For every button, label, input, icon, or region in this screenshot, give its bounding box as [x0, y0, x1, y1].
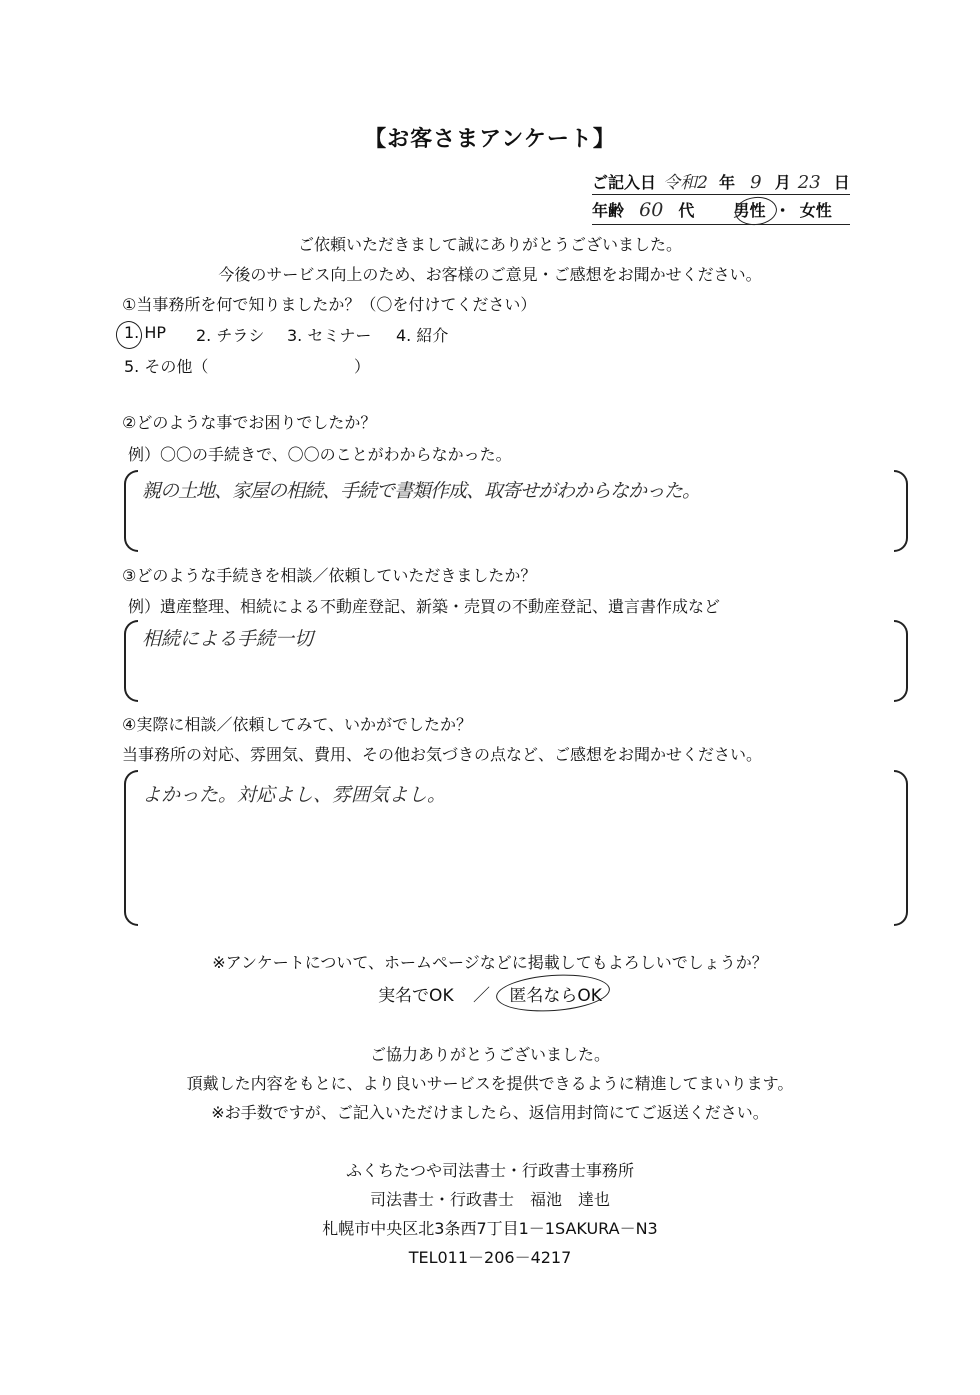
year-label: 年	[719, 173, 736, 192]
q4-answer-bracket-left	[124, 770, 138, 926]
q4-answer: よかった。対応よし、雰囲気よし。	[142, 784, 447, 806]
q1-option-hp: 1. HP	[124, 323, 167, 342]
month-value: 9	[750, 172, 762, 193]
q3-answer-bracket-right	[894, 620, 908, 702]
gender-female: 女性	[799, 201, 832, 220]
q1-option-flyer: 2. チラシ	[196, 326, 265, 345]
office-address: 札幌市中央区北3条西7丁目1－1SAKURA－N3	[322, 1219, 658, 1238]
age-suffix: 代	[678, 201, 695, 220]
age-label: 年齢	[592, 201, 625, 220]
q2-answer: 親の土地、家屋の相続、手続で書類作成、取寄せがわからなかった。	[142, 480, 701, 502]
q3-answer: 相続による手続一切	[142, 628, 314, 650]
q4-answer-bracket-right	[894, 770, 908, 926]
q1-option-seminar: 3. セミナー	[287, 326, 372, 345]
q2-question: ②どのような事でお困りでしたか？	[122, 413, 377, 432]
office-person: 司法書士・行政書士 福池 達也	[369, 1190, 610, 1209]
office-name: ふくちたつや司法書士・行政書士事務所	[345, 1161, 634, 1180]
age-gender-row	[592, 198, 850, 225]
date-era-value: 令和2	[663, 173, 708, 193]
date-row	[592, 168, 850, 195]
date-label: ご記入日	[592, 173, 657, 192]
q2-answer-bracket-right	[894, 470, 908, 552]
q1-option-referral: 4. 紹介	[396, 326, 449, 345]
q4-question: ④実際に相談／依頼してみて、いかがでしたか？	[122, 715, 473, 734]
q3-answer-bracket-left	[124, 620, 138, 702]
publish-option-separator: ／	[473, 986, 490, 1006]
age-value: 60	[639, 199, 664, 221]
day-value: 23	[797, 172, 821, 193]
q3-question: ③どのような手続きを相談／依頼していただきましたか？	[122, 566, 537, 585]
publish-options	[0, 981, 980, 1006]
closing-line-2: 頂戴した内容をもとに、より良いサービスを提供できるように精進してまいります。	[186, 1074, 794, 1093]
q2-answer-bracket-left	[124, 470, 138, 552]
gender-separator: ・	[774, 201, 791, 220]
publish-option-anonymous: 匿名ならOK	[509, 986, 602, 1006]
q1-option-other-close: ）	[354, 357, 371, 376]
q1-question: ①当事務所を何で知りましたか？（〇を付けてください）	[122, 295, 537, 314]
intro-line-2: 今後のサービス向上のため、お客様のご意見・ご感想をお聞かせください。	[218, 265, 762, 284]
q1-option-other: 5. その他（	[124, 357, 209, 376]
day-label: 日	[833, 173, 850, 192]
closing-line-3: ※お手数ですが、ご記入いただけましたら、返信用封筒にてご返送ください。	[211, 1103, 769, 1122]
anonymous-circle-mark	[495, 971, 611, 1015]
office-tel: TEL011－206－4217	[408, 1248, 572, 1267]
intro-line-1: ご依頼いただきまして誠にありがとうございました。	[297, 235, 682, 254]
gender-male: 男性	[733, 201, 766, 220]
q3-example: 例）遺産整理、相続による不動産登記、新築・売買の不動産登記、遺言書作成など	[128, 597, 721, 616]
q2-example: 例）〇〇の手続きで、〇〇のことがわからなかった。	[128, 445, 512, 464]
q4-prompt: 当事務所の対応、雰囲気、費用、その他お気づきの点など、ご感想をお聞かせください。	[122, 745, 763, 764]
closing-line-1: ご協力ありがとうございました。	[369, 1045, 610, 1064]
publish-question: ※アンケートについて、ホームページなどに掲載してもよろしいでしょうか？	[212, 953, 768, 972]
month-label: 月	[774, 173, 791, 192]
survey-title: 【お客さまアンケート】	[364, 127, 616, 152]
publish-option-real-name: 実名でOK	[378, 986, 454, 1006]
